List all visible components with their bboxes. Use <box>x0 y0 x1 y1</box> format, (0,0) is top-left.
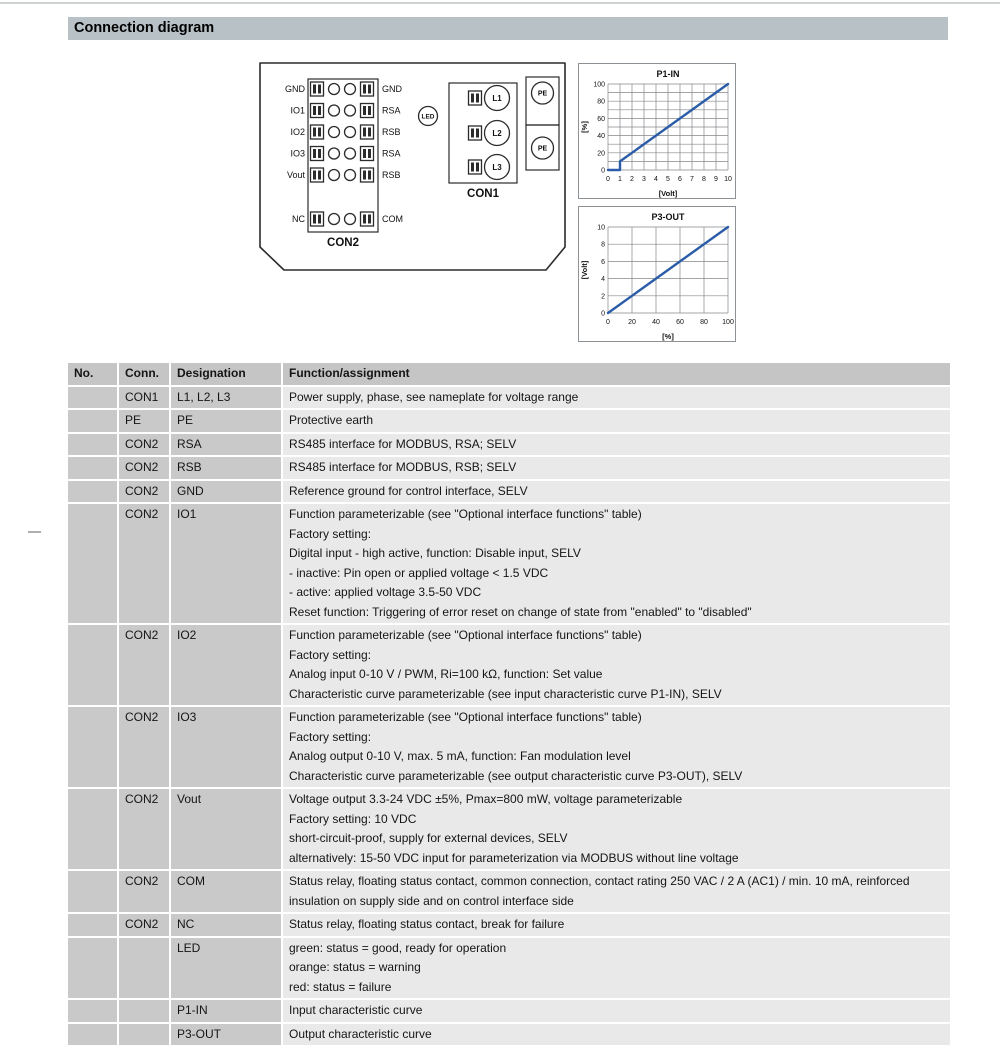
cell-no <box>68 938 117 999</box>
cell-function: Function parameterizable (see "Optional interface functions" table) Factory setting: Analog output 0-10 V, max. 5 mA, function: Fan modulation level Characteristic curve parameterizable (see output characteristic curve P3-OUT), SELV <box>283 707 950 787</box>
connection-diagram <box>255 58 570 276</box>
svg-text:40: 40 <box>597 133 605 141</box>
table-row <box>68 481 950 503</box>
terminal-pin-icon <box>469 160 482 174</box>
pe-label: PE <box>537 90 548 98</box>
terminal-pin-icon <box>311 168 324 182</box>
svg-text:6: 6 <box>601 258 605 266</box>
cell-designation: GND <box>171 481 281 503</box>
cell-no <box>68 457 117 479</box>
cell-designation: PE <box>171 410 281 432</box>
cell-function: Status relay, floating status contact, common connection, contact rating 250 VAC / 2 A (AC1) / min. 10 mA, reinforced insulation on supply side and on control interface side <box>283 871 950 912</box>
table-row <box>68 707 950 787</box>
cell-conn: CON2 <box>119 481 169 503</box>
cell-designation: IO1 <box>171 504 281 623</box>
cell-function: Function parameterizable (see "Optional interface functions" table) Factory setting: Digital input - high active, function: Disable input, SELV - inactive: Pin open or applied voltage < 1.5 VDC - active: applied voltage 3.5-50 VDC Reset function: Triggering of error reset on change of state from "enabled" to "disabled" <box>283 504 950 623</box>
cell-no <box>68 481 117 503</box>
table-row <box>68 938 950 999</box>
cell-no <box>68 434 117 456</box>
device-outline <box>260 63 565 270</box>
con2-caption: CON2 <box>327 237 359 249</box>
cell-conn: CON2 <box>119 789 169 869</box>
section-title: Connection diagram <box>68 17 948 40</box>
cell-function: Output characteristic curve <box>283 1024 950 1046</box>
cell-designation: LED <box>171 938 281 999</box>
cell-conn: CON1 <box>119 387 169 409</box>
con2-right-label: RSB <box>382 127 401 137</box>
con1-caption: CON1 <box>467 188 499 200</box>
con2-left-label: IO1 <box>290 105 305 116</box>
svg-text:60: 60 <box>597 115 605 123</box>
cell-conn: CON2 <box>119 625 169 705</box>
table-row <box>68 1024 950 1046</box>
cell-no <box>68 504 117 623</box>
con2-left-label: IO2 <box>290 127 305 137</box>
terminal-pin-icon <box>361 82 374 96</box>
svg-text:7: 7 <box>690 176 694 183</box>
cell-conn: CON2 <box>119 707 169 787</box>
svg-text:[%]: [%] <box>662 332 674 341</box>
chart-p1-in <box>578 63 736 204</box>
pe-label: PE <box>537 145 548 153</box>
table-row <box>68 410 950 432</box>
cell-no <box>68 914 117 936</box>
svg-text:8: 8 <box>702 176 706 183</box>
table-row <box>68 914 950 936</box>
cell-conn: CON2 <box>119 504 169 623</box>
terminal-pin-icon <box>361 147 374 161</box>
svg-text:8: 8 <box>601 241 605 249</box>
cell-no <box>68 410 117 432</box>
cell-function: Protective earth <box>283 410 950 432</box>
cell-function: Function parameterizable (see "Optional interface functions" table) Factory setting: Analog input 0-10 V / PWM, Ri=100 kΩ, function: Set value Characteristic curve parameterizable (see input characteristic curve P1-IN), SELV <box>283 625 950 705</box>
screw-pin-icon <box>329 170 340 181</box>
connection-table <box>68 363 950 1047</box>
svg-text:60: 60 <box>676 319 684 326</box>
con2-right-label: RSB <box>382 170 401 180</box>
terminal-pin-icon <box>361 212 374 226</box>
cell-no <box>68 1024 117 1046</box>
screw-pin-icon <box>345 148 356 159</box>
cell-designation: IO2 <box>171 625 281 705</box>
cell-function: Power supply, phase, see nameplate for voltage range <box>283 387 950 409</box>
terminal-pin-icon <box>361 125 374 139</box>
screw-pin-icon <box>345 84 356 95</box>
screw-pin-icon <box>329 214 340 225</box>
cell-function: RS485 interface for MODBUS, RSB; SELV <box>283 457 950 479</box>
table-row <box>68 871 950 912</box>
svg-text:[Volt]: [Volt] <box>580 260 589 280</box>
screw-pin-icon <box>345 105 356 116</box>
con1-pin-label: L2 <box>492 129 502 138</box>
screw-pin-icon <box>329 127 340 138</box>
cell-conn: CON2 <box>119 434 169 456</box>
cell-conn: CON2 <box>119 914 169 936</box>
svg-text:P1-IN: P1-IN <box>656 69 680 79</box>
svg-text:[%]: [%] <box>580 121 589 133</box>
cell-designation: P3-OUT <box>171 1024 281 1046</box>
svg-text:100: 100 <box>593 81 605 89</box>
svg-text:10: 10 <box>597 224 605 232</box>
con2-left-label: Vout <box>286 170 305 180</box>
cell-designation: RSA <box>171 434 281 456</box>
terminal-pin-icon <box>311 104 324 118</box>
page-top-divider <box>0 2 1000 4</box>
con1-pin-label: L3 <box>492 163 502 172</box>
screw-pin-icon <box>345 170 356 181</box>
terminal-pin-icon <box>311 82 324 96</box>
screw-pin-icon <box>329 148 340 159</box>
svg-text:2: 2 <box>630 176 634 183</box>
cell-no <box>68 1000 117 1022</box>
cell-designation: Vout <box>171 789 281 869</box>
svg-text:P3-OUT: P3-OUT <box>651 212 685 222</box>
cell-no <box>68 625 117 705</box>
cell-function: Input characteristic curve <box>283 1000 950 1022</box>
svg-text:10: 10 <box>724 176 732 183</box>
column-header-conn: Conn. <box>119 363 169 385</box>
column-header-no: No. <box>68 363 117 385</box>
terminal-pin-icon <box>469 91 482 105</box>
table-row <box>68 457 950 479</box>
cell-function: RS485 interface for MODBUS, RSA; SELV <box>283 434 950 456</box>
svg-text:5: 5 <box>666 176 670 183</box>
cell-conn: CON2 <box>119 871 169 912</box>
svg-text:100: 100 <box>722 319 734 326</box>
cell-no <box>68 387 117 409</box>
svg-text:40: 40 <box>652 319 660 326</box>
cell-conn <box>119 938 169 999</box>
svg-text:0: 0 <box>601 167 605 175</box>
svg-text:0: 0 <box>601 310 605 318</box>
svg-text:4: 4 <box>654 176 658 183</box>
con2-right-label: RSA <box>382 148 401 159</box>
terminal-pin-icon <box>469 126 482 140</box>
terminal-pin-icon <box>361 168 374 182</box>
table-row <box>68 434 950 456</box>
pe-terminals <box>526 77 559 170</box>
cell-designation: RSB <box>171 457 281 479</box>
con2-right-label: GND <box>382 84 402 94</box>
con1-block <box>449 83 517 200</box>
table-row <box>68 1000 950 1022</box>
cell-designation: IO3 <box>171 707 281 787</box>
svg-text:1: 1 <box>618 176 622 183</box>
terminal-pin-icon <box>311 212 324 226</box>
cell-conn: CON2 <box>119 457 169 479</box>
svg-text:6: 6 <box>678 176 682 183</box>
con2-block <box>285 79 403 249</box>
column-header-func: Function/assignment <box>283 363 950 385</box>
screw-pin-icon <box>345 214 356 225</box>
table-row <box>68 504 950 623</box>
con2-left-label: NC <box>292 214 305 224</box>
table-row <box>68 789 950 869</box>
chart-p3-out <box>578 206 736 347</box>
svg-text:2: 2 <box>601 293 605 301</box>
cell-designation: COM <box>171 871 281 912</box>
terminal-pin-icon <box>311 147 324 161</box>
svg-text:4: 4 <box>601 276 605 284</box>
svg-text:[Volt]: [Volt] <box>658 189 678 198</box>
terminal-pin-icon <box>361 104 374 118</box>
svg-text:20: 20 <box>597 150 605 158</box>
screw-pin-icon <box>329 105 340 116</box>
table-row <box>68 387 950 409</box>
cell-function: green: status = good, ready for operation orange: status = warning red: status = failure <box>283 938 950 999</box>
cell-conn: PE <box>119 410 169 432</box>
svg-text:80: 80 <box>597 98 605 106</box>
screw-pin-icon <box>329 84 340 95</box>
cell-conn <box>119 1024 169 1046</box>
con2-left-label: GND <box>285 84 305 94</box>
cell-designation: NC <box>171 914 281 936</box>
cell-no <box>68 707 117 787</box>
cell-function: Reference ground for control interface, SELV <box>283 481 950 503</box>
margin-dash <box>28 531 41 533</box>
con2-left-label: IO3 <box>290 148 305 159</box>
screw-pin-icon <box>345 127 356 138</box>
table-row <box>68 625 950 705</box>
con2-right-label: COM <box>382 214 403 224</box>
svg-text:20: 20 <box>628 319 636 326</box>
svg-text:0: 0 <box>606 176 610 183</box>
cell-conn <box>119 1000 169 1022</box>
led-label: LED <box>421 113 435 121</box>
con1-pin-label: L1 <box>492 94 502 103</box>
cell-no <box>68 789 117 869</box>
cell-function: Voltage output 3.3-24 VDC ±5%, Pmax=800 mW, voltage parameterizable Factory setting: 10 VDC short-circuit-proof, supply for external devices, SELV alternatively: 15-50 VDC input for parameterization via MODBUS without line voltage <box>283 789 950 869</box>
terminal-pin-icon <box>311 125 324 139</box>
cell-no <box>68 871 117 912</box>
cell-designation: P1-IN <box>171 1000 281 1022</box>
svg-text:3: 3 <box>642 176 646 183</box>
led-indicator <box>419 107 438 126</box>
con2-right-label: RSA <box>382 105 401 116</box>
table-header-row <box>68 363 950 385</box>
svg-text:0: 0 <box>606 319 610 326</box>
cell-function: Status relay, floating status contact, break for failure <box>283 914 950 936</box>
cell-designation: L1, L2, L3 <box>171 387 281 409</box>
svg-text:9: 9 <box>714 176 718 183</box>
svg-text:80: 80 <box>700 319 708 326</box>
column-header-desig: Designation <box>171 363 281 385</box>
